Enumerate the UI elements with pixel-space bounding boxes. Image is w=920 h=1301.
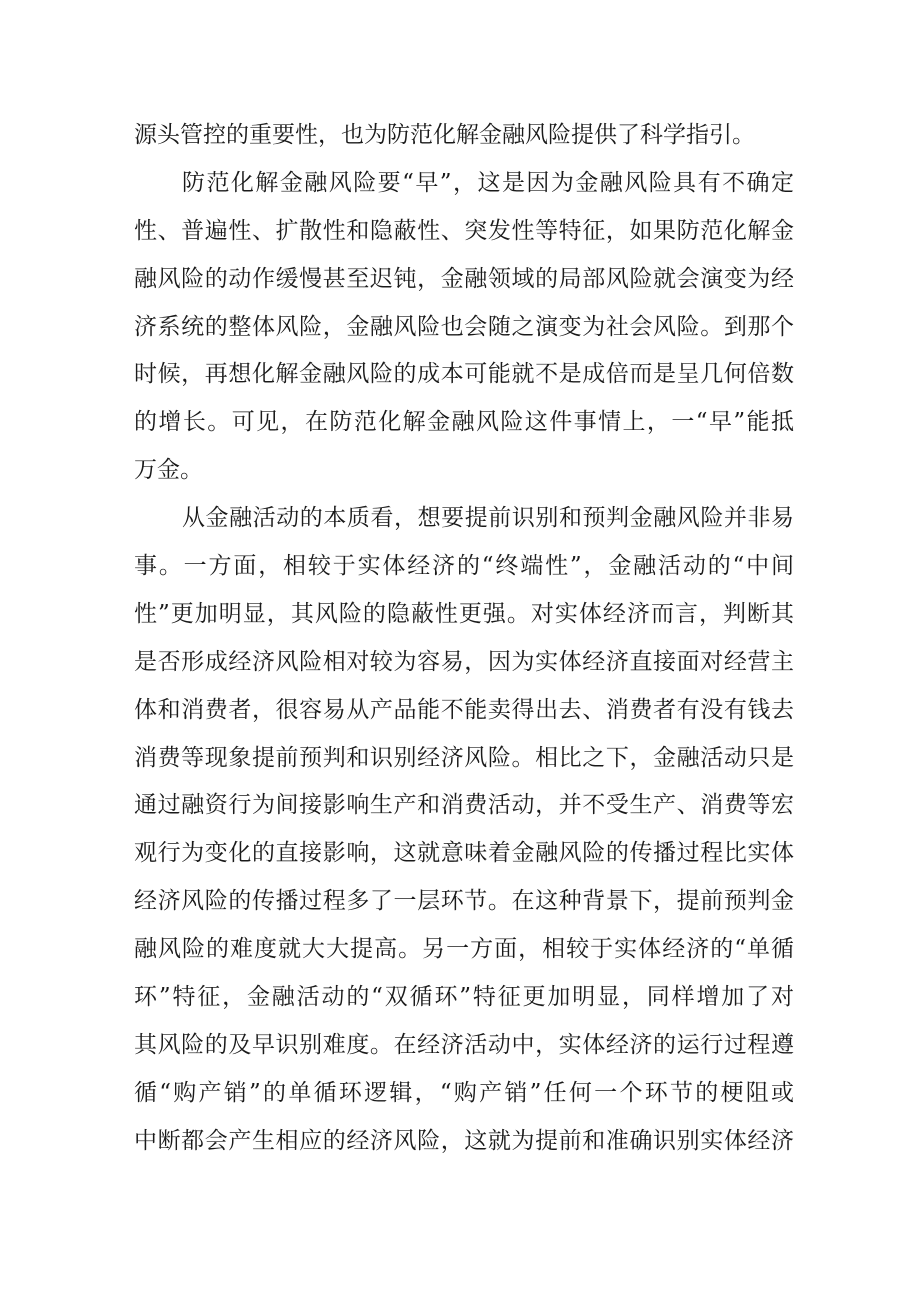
paragraph-line: 消费等现象提前预判和识别经济风险。相比之下，金融活动只是	[134, 744, 794, 771]
paragraph-line: 济系统的整体风险，金融风险也会随之演变为社会风险。到那个	[134, 313, 794, 340]
paragraph-line: 时候，再想化解金融风险的成本可能就不是成倍而是呈几何倍数	[134, 361, 794, 388]
paragraph-line: 其风险的及早识别难度。在经济活动中，实体经济的运行过程遵	[134, 1031, 794, 1058]
paragraph-line: 性”更加明显，其风险的隐蔽性更强。对实体经济而言，判断其	[134, 600, 794, 627]
paragraph-line: 融风险的难度就大大提高。另一方面，相较于实体经济的“单循	[134, 936, 794, 963]
paragraph-line: 环”特征，金融活动的“双循环”特征更加明显，同样增加了对	[134, 984, 794, 1011]
paragraph-line: 的增长。可见，在防范化解金融风险这件事情上，一“早”能抵	[134, 409, 794, 436]
paragraph-line: 事。一方面，相较于实体经济的“终端性”，金融活动的“中间	[134, 553, 794, 580]
paragraph-line: 融风险的动作缓慢甚至迟钝，金融领域的局部风险就会演变为经	[134, 265, 794, 292]
paragraph-line: 经济风险的传播过程多了一层环节。在这种背景下，提前预判金	[134, 888, 794, 915]
paragraph-line: 性、普遍性、扩散性和隐蔽性、突发性等特征，如果防范化解金	[134, 217, 794, 244]
paragraph-line: 从金融活动的本质看，想要提前识别和预判金融风险并非易	[182, 505, 794, 532]
paragraph-line: 万金。	[134, 457, 203, 484]
paragraph-line: 是否形成经济风险相对较为容易，因为实体经济直接面对经营主	[134, 648, 794, 675]
paragraph-line: 循“购产销”的单循环逻辑，“购产销”任何一个环节的梗阻或	[134, 1079, 794, 1106]
paragraph-line: 体和消费者，很容易从产品能不能卖得出去、消费者有没有钱去	[134, 696, 794, 723]
paragraph-line: 防范化解金融风险要“早”，这是因为金融风险具有不确定	[182, 169, 794, 196]
paragraph-line: 源头管控的重要性，也为防范化解金融风险提供了科学指引。	[134, 122, 755, 148]
paragraph-line: 中断都会产生相应的经济风险，这就为提前和准确识别实体经济	[134, 1127, 794, 1154]
body-text	[134, 112, 794, 1166]
paragraph-line: 通过融资行为间接影响生产和消费活动，并不受生产、消费等宏	[134, 792, 794, 819]
paragraph-line: 观行为变化的直接影响，这就意味着金融风险的传播过程比实体	[134, 840, 794, 867]
